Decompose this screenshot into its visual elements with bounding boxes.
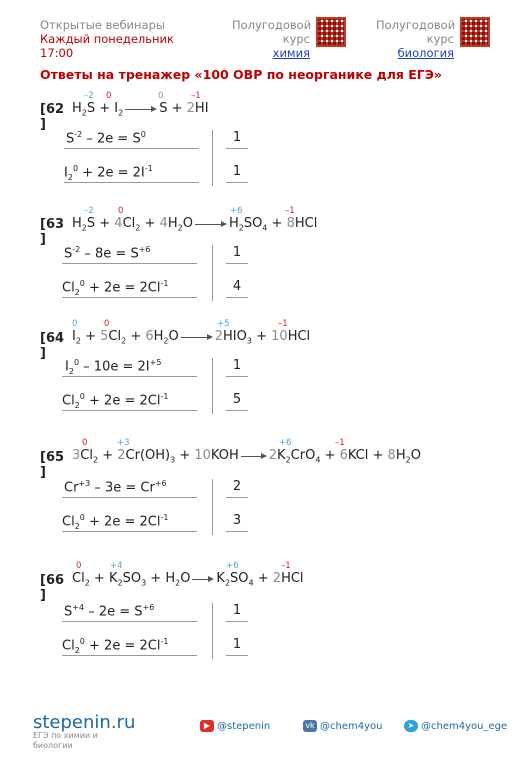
coefficient: 4 [232,279,242,294]
ox-state: –1 [281,561,291,571]
ox-state: +6 [226,561,239,571]
ox-state: 0 [158,91,164,101]
biology-course-link[interactable]: биология [397,46,454,60]
divider [226,376,248,377]
divider [226,655,248,656]
reaction-arrow-icon [195,219,227,229]
divider [64,148,199,149]
task-number: [62 ] [40,102,65,132]
half-reaction-red: $I_2^0 + 2e = 2I^{-1}$ [64,164,153,182]
ox-state: 0 [106,91,112,101]
webinar-info [40,18,174,60]
half-reaction-red: $Cl_2^0 + 2e = 2Cl^{-1}$ [62,392,169,410]
balance-line [212,603,213,659]
divider [62,376,197,377]
youtube-icon: ▶ [200,720,214,732]
divider [226,531,248,532]
ox-state: –1 [278,319,288,329]
ox-state: +4 [110,561,123,571]
reaction-arrow-icon [125,104,157,114]
equation-62: $H_2S + I_2$ S + 2HI [72,101,209,118]
coefficient: 5 [232,392,242,407]
webinar-day: Каждый понедельник [40,32,174,46]
half-reaction-ox: $S^{+4} - 2e = S^{+6}$ [64,603,155,620]
coefficient: 1 [232,245,242,260]
site-subtitle: ЕГЭ по химии и биологии [33,731,98,750]
divider [226,410,248,411]
reaction-arrow-icon [181,332,213,342]
task-number: [64 ] [40,331,65,361]
coefficient: 1 [232,637,242,652]
ox-state: 0 [72,319,78,329]
balance-line [212,245,213,301]
divider [62,531,197,532]
site-logo[interactable]: stepenin.ru [33,712,136,733]
ox-state: +6 [279,438,292,448]
youtube-link[interactable]: ▶ @stepenin [200,720,270,732]
half-reaction-red: $Cl_2^0 + 2e = 2Cl^{-1}$ [62,513,169,531]
divider [62,497,197,498]
ox-state: 0 [82,438,88,448]
ox-state: –2 [84,206,94,216]
telegram-link[interactable]: ➤ @chem4you_ege [404,720,507,732]
divider [226,297,248,298]
divider [62,297,197,298]
page-title: Ответы на тренажер «100 ОВР по неорганике для ЕГЭ» [40,67,443,82]
webinar-title: Открытые вебинары [40,18,165,32]
divider [226,182,248,183]
half-reaction-red: $Cl_2^0 + 2e = 2Cl^{-1}$ [62,279,169,297]
task-number: [65 ] [40,450,65,480]
coefficient: 2 [232,479,242,494]
divider [62,621,197,622]
qr-code-biology[interactable] [460,17,490,47]
divider [226,148,248,149]
divider [62,655,197,656]
course-chemistry: Полугодовой курс химия [232,18,312,60]
reaction-arrow-icon [241,451,267,461]
ox-state: +5 [217,319,230,329]
vk-link[interactable]: vk @chem4you [303,720,382,732]
equation-65: $3Cl_2 + 2Cr(OH)_3 + 10KOH$ $2K_2CrO_4 + 6KCl + 8H_2O$ [72,448,421,465]
ox-state: 0 [118,206,124,216]
balance-line [212,130,213,186]
webinar-time: 17:00 [40,46,74,60]
divider [226,621,248,622]
balance-line [212,358,213,414]
divider [226,497,248,498]
ox-state: –1 [285,206,295,216]
coefficient: 1 [232,130,242,145]
telegram-icon: ➤ [404,720,418,732]
half-reaction-ox: $Cr^{+3} - 3e = Cr^{+6}$ [64,479,167,496]
coefficient: 3 [232,513,242,528]
coefficient: 1 [232,358,242,373]
reaction-arrow-icon [192,574,214,584]
equation-64: $I_2 + 5Cl_2 + 6H_2O$ $2HIO_3 + 10HCl$ [72,329,311,346]
divider [62,410,197,411]
coefficient: 1 [232,603,242,618]
ox-state: 0 [76,561,82,571]
equation-63: $H_2S + 4Cl_2 + 4H_2O$ $H_2SO_4 + 8HCl$ [72,216,318,233]
half-reaction-ox: $S^{-2} - 8e = S^{+6}$ [64,245,151,262]
task-number: [66 ] [40,573,65,603]
ox-state: 0 [104,319,110,329]
task-number: [63 ] [40,217,65,247]
divider [62,263,197,264]
equation-66: $Cl_2 + K_2SO_3 + H_2O$ $K_2SO_4 + 2HCl$ [72,571,304,588]
divider [226,263,248,264]
ox-state: –1 [191,91,201,101]
balance-line [212,479,213,535]
course-biology: Полугодовой курс биология [376,18,456,60]
ox-state: –2 [84,91,94,101]
coefficient: 1 [232,164,242,179]
half-reaction-ox: $S^{-2} - 2e = S^0$ [66,130,146,147]
chemistry-course-link[interactable]: химия [272,46,310,60]
qr-code-chemistry[interactable] [316,17,346,47]
half-reaction-red: $Cl_2^0 + 2e = 2Cl^{-1}$ [62,637,169,655]
vk-icon: vk [303,720,317,732]
ox-state: –1 [335,438,345,448]
divider [64,182,199,183]
ox-state: +6 [230,206,243,216]
ox-state: +3 [117,438,130,448]
half-reaction-ox: $I_2^0 - 10e = 2I^{+5}$ [65,358,162,376]
